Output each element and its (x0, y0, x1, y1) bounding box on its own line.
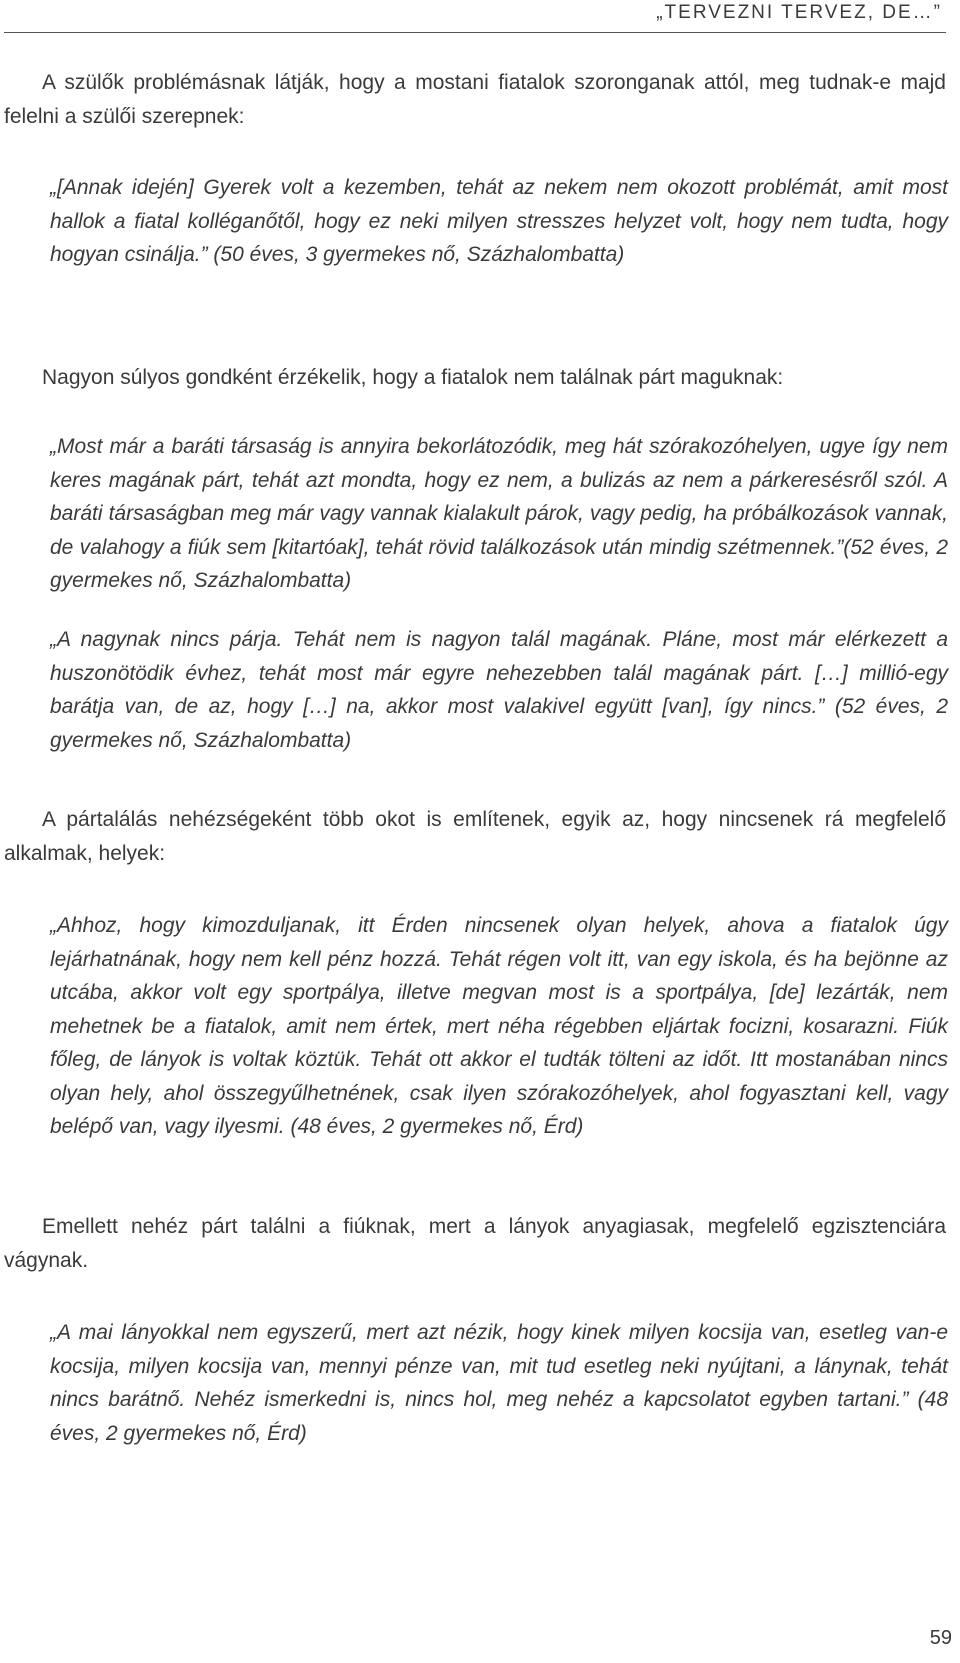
quote-stressful-parenthood: „[Annak idején] Gyerek volt a kezemben, tehát az nekem nem okozott problémát, amit most hallok a fiatal kolléganőtől, hogy ez neki milyen stresszes helyzet volt, hogy nem tudta, hogy hogyan csinálja.” (50 éves, 3 gyermekes nő, Százhalombatta) (50, 176, 948, 266)
quote-no-partner: „A nagynak nincs párja. Tehát nem is nagyon talál magának. Pláne, most már elérkezett a huszonötödik évhez, tehát most már egyre nehezebben talál magának párt. […] millió-egy barátja van, de az, hogy […] na, akkor most valakivel együtt [van], így nincs.” (52 éves, 2 gyermekes nő, Százhalombatta) (50, 628, 948, 752)
paragraph-finding-partner: Nagyon súlyos gondként érzékelik, hogy a fiatalok nem találnak párt maguknak: (42, 366, 784, 389)
page-number: 59 (929, 1627, 952, 1649)
paragraph-materialistic-girls: Emellett nehéz párt találni a fiúknak, mert a lányok anyagiasak, megfelelő egzisztenciára vágynak. (4, 1215, 946, 1272)
quote-friend-circle: „Most már a baráti társaság is annyira bekorlátozódik, meg hát szórakozóhelyen, ugye így nem keres magának párt, tehát azt mondta, hogy ez nem, a bulizás az nem a párkeresésről szól. A baráti társaságban meg már vagy vannak kialakult párok, vagy pedig, ha próbálkozások vannak, de valahogy a fiúk sem [kitartóak], tehát rövid találkozások után mindig szétmennek.”(52 éves, 2 gyermekes nő, Százhalombatta) (50, 435, 948, 592)
paragraph-parents-concern: A szülők problémásnak látják, hogy a mostani fiatalok szoronganak attól, meg tudnak-e majd felelni a szülői szerepnek: (4, 71, 946, 128)
quote-modern-girls: „A mai lányokkal nem egyszerű, mert azt nézik, hogy kinek milyen kocsija van, esetleg van-e kocsija, milyen kocsija van, mennyi pénze van, mit tud esetleg neki nyújtani, a lánynak, tehát nincs barátnő. Nehéz ismerkedni is, nincs hol, meg nehéz a kapcsolatot egyben tartani.” (48 éves, 2 gyermekes nő, Érd) (50, 1321, 948, 1445)
running-header (4, 0, 946, 33)
running-title: „TERVEZNI TERVEZ, DE…” (656, 2, 942, 23)
paragraph-lack-of-places: A pártalálás nehézségeként több okot is említenek, egyik az, hogy nincsenek rá megfelelő alkalmak, helyek: (4, 808, 946, 865)
quote-places-in-erd: „Ahhoz, hogy kimozduljanak, itt Érden nincsenek olyan helyek, ahova a fiatalok úgy lejárhatnának, hogy nem kell pénz hozzá. Tehát régen volt itt, van egy iskola, és ha bejönne az utcába, akkor volt egy sportpálya, illetve megvan most is a sportpálya, [de] lezárták, nem mehetnek be a fiatalok, amit nem értek, mert néha régebben eljártak focizni, kosarazni. Fiúk főleg, de lányok is voltak köztük. Tehát ott akkor el tudták tölteni az időt. Itt mostanában nincs olyan hely, ahol összegyűlhetnének, csak ilyen szórakozóhelyek, ahol fogyasztani kell, vagy belépő van, vagy ilyesmi. (48 éves, 2 gyermekes nő, Érd) (50, 914, 948, 1138)
